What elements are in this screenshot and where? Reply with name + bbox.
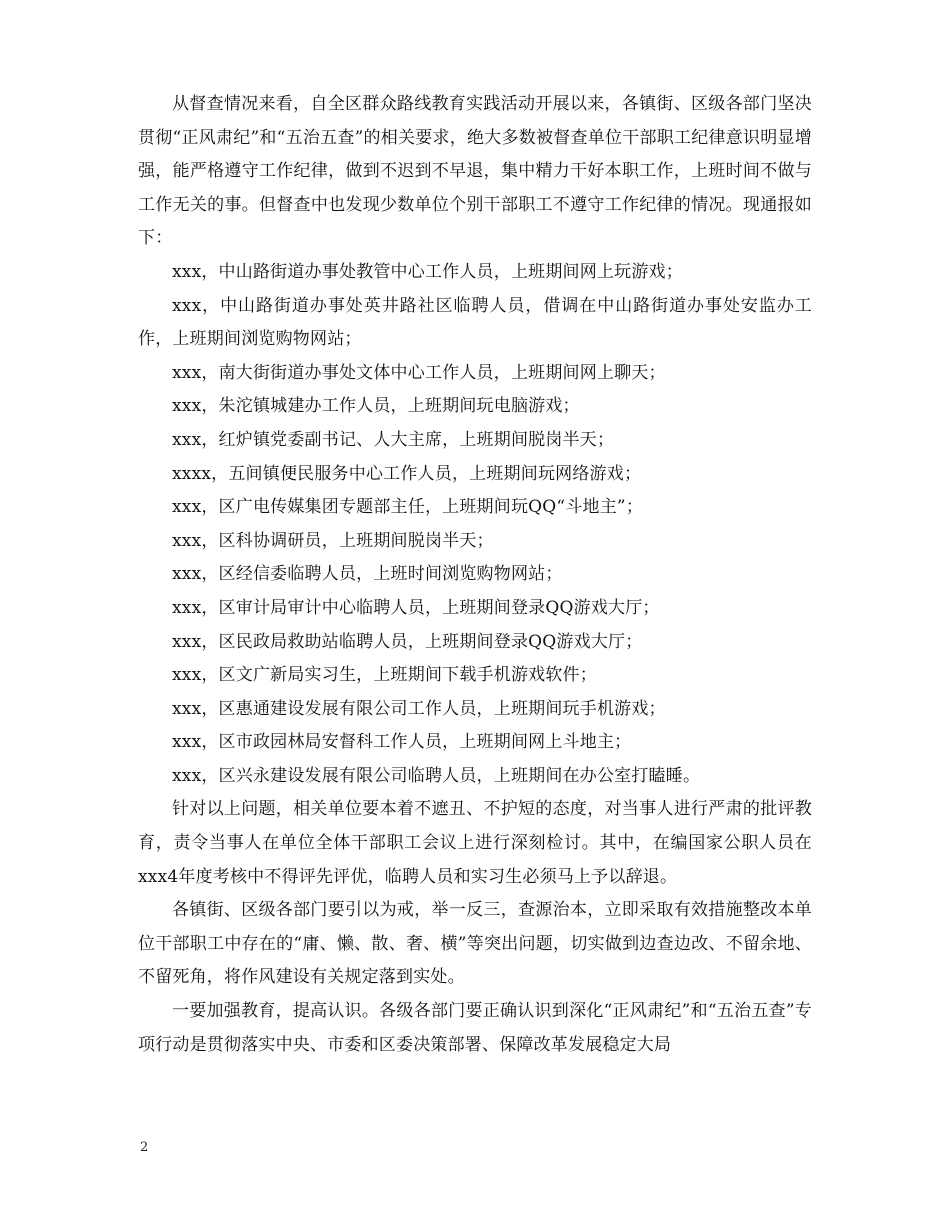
paragraph: xxx，区科协调研员，上班期间脱岗半天； <box>172 530 494 551</box>
paragraph: xxx，区广电传媒集团专题部主任，上班期间玩QQ“斗地主”； <box>172 497 644 518</box>
paragraph: xxxx，五间镇便民服务中心工作人员，上班期间玩网络游戏； <box>172 463 642 484</box>
document-body <box>138 88 812 1062</box>
paragraph: xxx，区兴永建设发展有限公司临聘人员，上班期间在办公室打瞌睡。 <box>172 765 701 786</box>
paragraph: xxx，朱沱镇城建办工作人员，上班期间玩电脑游戏； <box>172 396 580 417</box>
paragraph: xxx，红炉镇党委副书记、人大主席，上班期间脱岗半天； <box>172 429 615 450</box>
paragraph: xxx，中山路街道办事处教管中心工作人员，上班期间网上玩游戏； <box>172 261 683 282</box>
paragraph: 从督查情况来看，自全区群众路线教育实践活动开展以来，各镇街、区级各部门坚决贯彻“正风肃纪”和“五治五查”的相关要求，绝大多数被督查单位干部职工纪律意识明显增强，能严格遵守工作纪律，做到不迟到不早退，集中精力干好本职工作，上班时间不做与工作无关的事。但督查中也发现少数单位个别干部职工不遵守工作纪律的情况。现通报如下： <box>138 94 812 249</box>
paragraph: xxx，南大街街道办事处文体中心工作人员，上班期间网上聊天； <box>172 362 666 383</box>
paragraph: xxx，中山路街道办事处英井路社区临聘人员，借调在中山路街道办事处安监办工作，上班期间浏览购物网站； <box>138 295 812 350</box>
paragraph: xxx，区文广新局实习生，上班期间下载手机游戏软件； <box>172 665 597 686</box>
paragraph: 一要加强教育，提高认识。各级各部门要正确认识到深化“正风肃纪”和“五治五查”专项行动是贯彻落实中央、市委和区委决策部署、保障改革发展稳定大局 <box>138 1001 812 1055</box>
page-number: 2 <box>140 1140 149 1155</box>
paragraph: xxx，区经信委临聘人员，上班时间浏览购物网站； <box>172 564 563 585</box>
paragraph: xxx，区惠通建设发展有限公司工作人员，上班期间玩手机游戏； <box>172 698 666 719</box>
paragraph: 各镇街、区级各部门要引以为戒，举一反三，查源治本，立即采取有效措施整改本单位干部职工中存在的“庸、懒、散、奢、横”等突出问题，切实做到边查边改、不留余地、不留死角，将作风建设有关规定落到实处。 <box>138 900 812 988</box>
paragraph: 针对以上问题，相关单位要本着不遮丑、不护短的态度，对当事人进行严肃的批评教育，责令当事人在单位全体干部职工会议上进行深刻检讨。其中，在编国家公职人员在xxx4年度考核中不得评先评优，临聘人员和实习生必须马上予以辞退。 <box>138 799 812 887</box>
paragraph: xxx，区民政局救助站临聘人员，上班期间登录QQ游戏大厅； <box>172 631 643 652</box>
paragraph: xxx，区审计局审计中心临聘人员，上班期间登录QQ游戏大厅； <box>172 597 660 618</box>
paragraph: xxx，区市政园林局安督科工作人员，上班期间网上斗地主； <box>172 732 632 753</box>
